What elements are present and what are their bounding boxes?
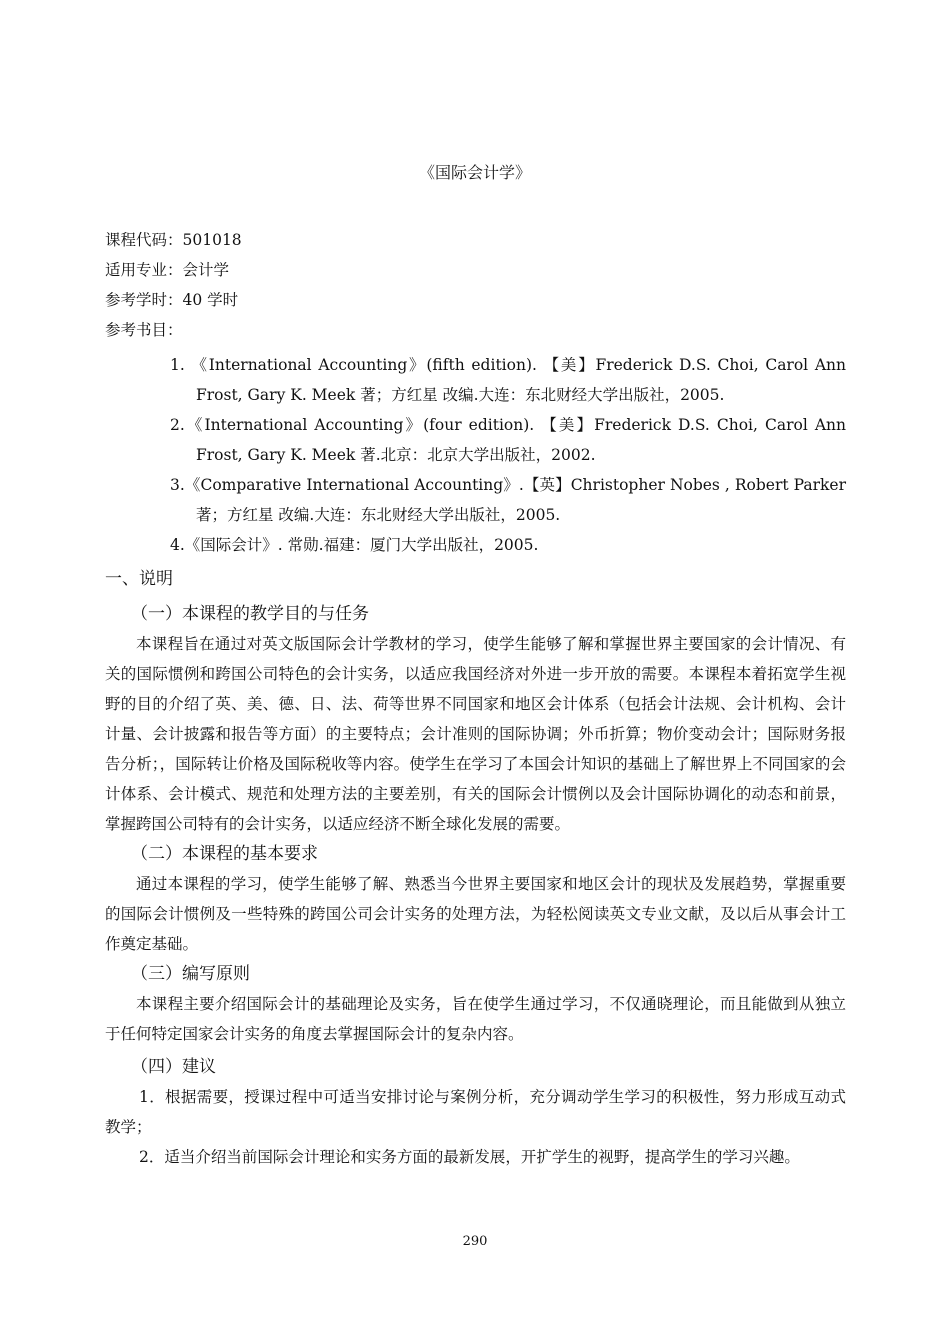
reference-item: 3.《Comparative International Accounting》.【英】Christopher Nobes , Robert Parker 著；方红星 改编.大连：东北财经大学出版社，2005. — [170, 476, 846, 524]
section-heading: 一、说明 — [105, 569, 173, 589]
paragraph: 本课程主要介绍国际会计的基础理论及实务，旨在使学生通过学习，不仅通晓理论，而且能做到从独立于任何特定国家会计实务的角度去掌握国际会计的复杂内容。 — [105, 995, 846, 1043]
page-number: 290 — [462, 1234, 488, 1249]
document-title: 《国际会计学》 — [418, 163, 531, 182]
paragraph: 通过本课程的学习，使学生能够了解、熟悉当今世界主要国家和地区会计的现状及发展趋势，掌握重要的国际会计惯例及一些特殊的跨国公司会计实务的处理方法，为轻松阅读英文专业文献，及以后从事会计工作奠定基础。 — [105, 875, 846, 953]
reference-item: 4.《国际会计》. 常勋.福建：厦门大学出版社，2005. — [170, 536, 539, 554]
course-code: 课程代码：501018 — [105, 231, 242, 249]
reference-item: 2.《International Accounting》(four edition). 【美】Frederick D.S. Choi, Carol Ann Frost, Gary K. Meek 著.北京：北京大学出版社，2002. — [170, 416, 846, 464]
reference-hours: 参考学时：40 学时 — [105, 291, 239, 309]
subsection-heading: （三）编写原则 — [131, 964, 250, 984]
suggestion-item: 2．适当介绍当前国际会计理论和实务方面的最新发展，开扩学生的视野，提高学生的学习兴趣。 — [139, 1148, 800, 1166]
reference-list — [170, 350, 846, 560]
paragraph: 本课程旨在通过对英文版国际会计学教材的学习，使学生能够了解和掌握世界主要国家的会计情况、有关的国际惯例和跨国公司特色的会计实务，以适应我国经济对外进一步开放的需要。本课程本着拓宽学生视野的目的介绍了英、美、德、日、法、荷等世界不同国家和地区会计体系（包括会计法规、会计机构、会计计量、会计披露和报告等方面）的主要特点；会计准则的国际协调；外币折算；物价变动会计；国际财务报告分析；，国际转让价格及国际税收等内容。使学生在学习了本国会计知识的基础上了解世界上不同国家的会计体系、会计模式、规范和处理方法的主要差别，有关的国际会计惯例以及会计国际协调化的动态和前景，掌握跨国公司特有的会计实务，以适应经济不断全球化发展的需要。 — [105, 635, 846, 833]
subsection-heading: （四）建议 — [131, 1057, 216, 1077]
document-body — [105, 563, 846, 1172]
applicable-major: 适用专业：会计学 — [105, 261, 230, 279]
course-meta — [105, 230, 242, 350]
reference-item: 1. 《International Accounting》(fifth edition). 【美】Frederick D.S. Choi, Carol Ann Frost, Gary K. Meek 著；方红星 改编.大连：东北财经大学出版社，2005. — [170, 356, 846, 404]
reference-books-label: 参考书目： — [105, 321, 183, 339]
suggestion-item: 1．根据需要，授课过程中可适当安排讨论与案例分析，充分调动学生学习的积极性，努力形成互动式教学； — [105, 1088, 846, 1136]
subsection-heading: （一）本课程的教学目的与任务 — [131, 604, 369, 624]
subsection-heading: （二）本课程的基本要求 — [131, 844, 318, 864]
